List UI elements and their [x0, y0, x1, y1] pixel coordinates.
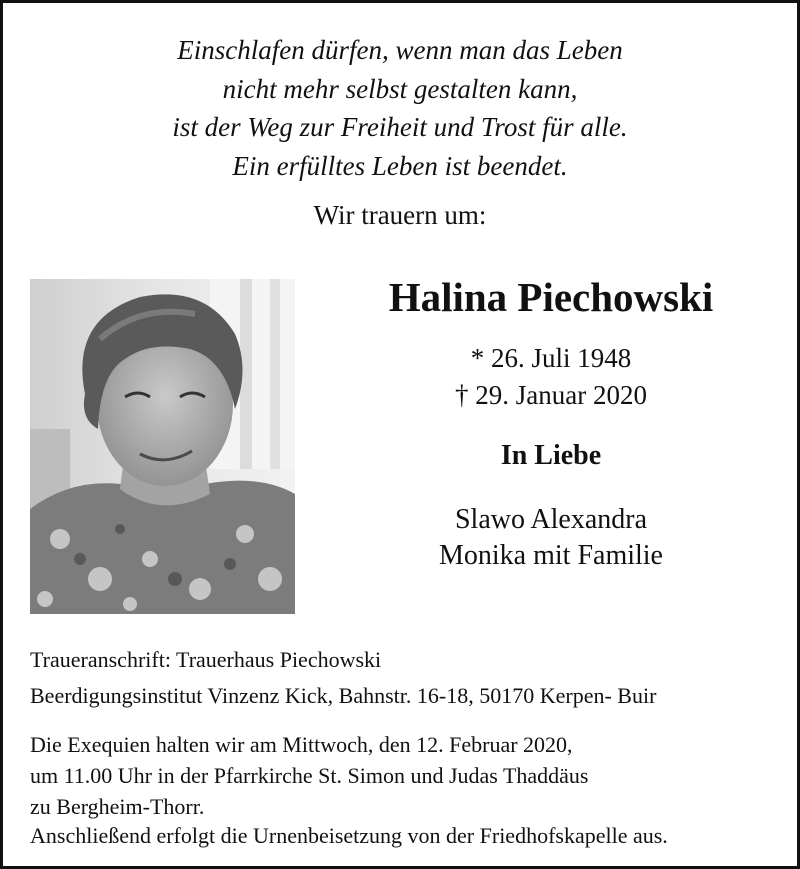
- mourning-text: Wir trauern um:: [313, 200, 487, 230]
- service-info: [30, 729, 589, 822]
- poem-line: ist der Weg zur Freiheit und Trost für alle.: [172, 112, 628, 142]
- deceased-name: Halina Piechowski: [388, 274, 714, 320]
- service-line: um 11.00 Uhr in der Pfarrkirche St. Simon und Judas Thaddäus: [30, 763, 589, 788]
- death-date: † 29. Januar 2020: [455, 380, 647, 410]
- mourning-address: Traueranschrift: Trauerhaus Piechowski: [30, 647, 382, 672]
- family-line: Slawo Alexandra: [454, 504, 648, 535]
- poem: [3, 31, 797, 185]
- poem-line: Einschlafen dürfen, wenn man das Leben: [177, 35, 623, 65]
- funeral-home-address: Beerdigungsinstitut Vinzenz Kick, Bahnstr. 16-18, 50170 Kerpen- Buir: [30, 683, 657, 708]
- portrait-photo: [30, 279, 295, 614]
- life-dates: [305, 340, 797, 414]
- service-line: zu Bergheim-Thorr.: [30, 794, 205, 819]
- in-love-heading: In Liebe: [500, 440, 602, 471]
- birth-date: * 26. Juli 1948: [470, 343, 632, 373]
- family-line: Monika mit Familie: [439, 540, 663, 571]
- family-signature: [305, 502, 797, 574]
- poem-line: nicht mehr selbst gestalten kann,: [222, 73, 578, 104]
- urn-burial-info: Anschließend erfolgt die Urnenbeisetzung von der Friedhofskapelle aus.: [30, 823, 668, 848]
- poem-line: Ein erfülltes Leben ist beendet.: [232, 150, 568, 181]
- service-line: Die Exequien halten wir am Mittwoch, den 12. Februar 2020,: [30, 732, 573, 757]
